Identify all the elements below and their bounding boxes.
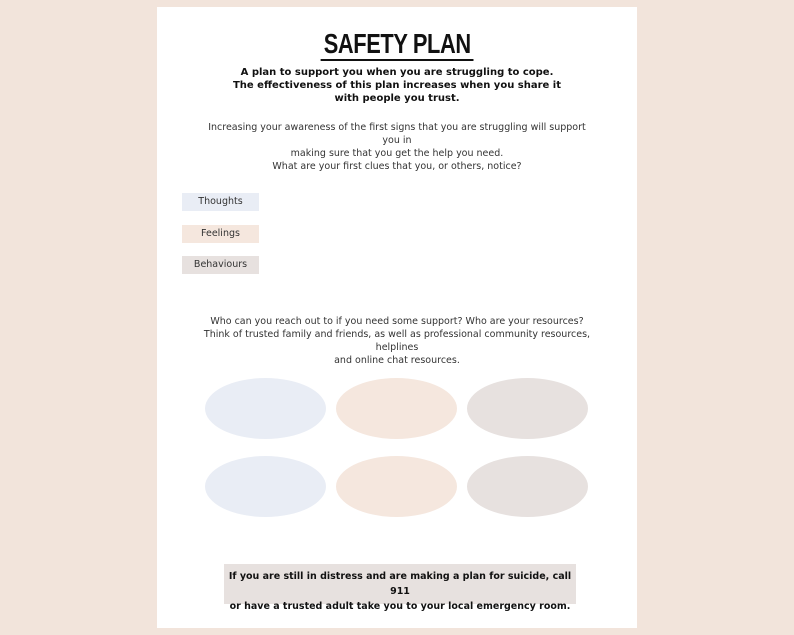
subtitle-line: A plan to support you when you are struggling to cope.: [240, 67, 554, 78]
emergency-line: or have a trusted adult take you to your local emergency room.: [229, 601, 571, 612]
intro-line: making sure that you get the help you need.: [290, 148, 504, 159]
resource-oval: [336, 456, 457, 517]
emergency-notice: [224, 564, 576, 612]
resources-text: [197, 315, 597, 367]
intro-text: [207, 121, 587, 173]
behaviours-label: Behaviours: [182, 256, 259, 274]
resources-line: Who can you reach out to if you need some support? Who are your resources?: [210, 316, 584, 327]
resource-oval: [467, 378, 588, 439]
resources-line: and online chat resources.: [334, 355, 460, 366]
feelings-label: Feelings: [182, 225, 259, 243]
emergency-line: If you are still in distress and are making a plan for suicide, call 911: [228, 571, 572, 597]
title-text: SAFETY PLAN: [320, 29, 473, 61]
resources-line: Think of trusted family and friends, as well as professional community resources, helplines: [203, 329, 591, 353]
safety-plan-page: [157, 7, 637, 628]
resource-oval: [205, 456, 326, 517]
resource-oval: [467, 456, 588, 517]
subtitle-line: with people you trust.: [334, 93, 460, 104]
resource-oval: [205, 378, 326, 439]
subtitle-line: The effectiveness of this plan increases when you share it: [232, 80, 562, 91]
subtitle: [217, 66, 577, 105]
thoughts-label: Thoughts: [182, 193, 259, 211]
resource-oval: [336, 378, 457, 439]
page-title: [157, 29, 637, 61]
intro-line: What are your first clues that you, or others, notice?: [272, 161, 522, 172]
intro-line: Increasing your awareness of the first signs that you are struggling will support you in: [208, 122, 586, 146]
